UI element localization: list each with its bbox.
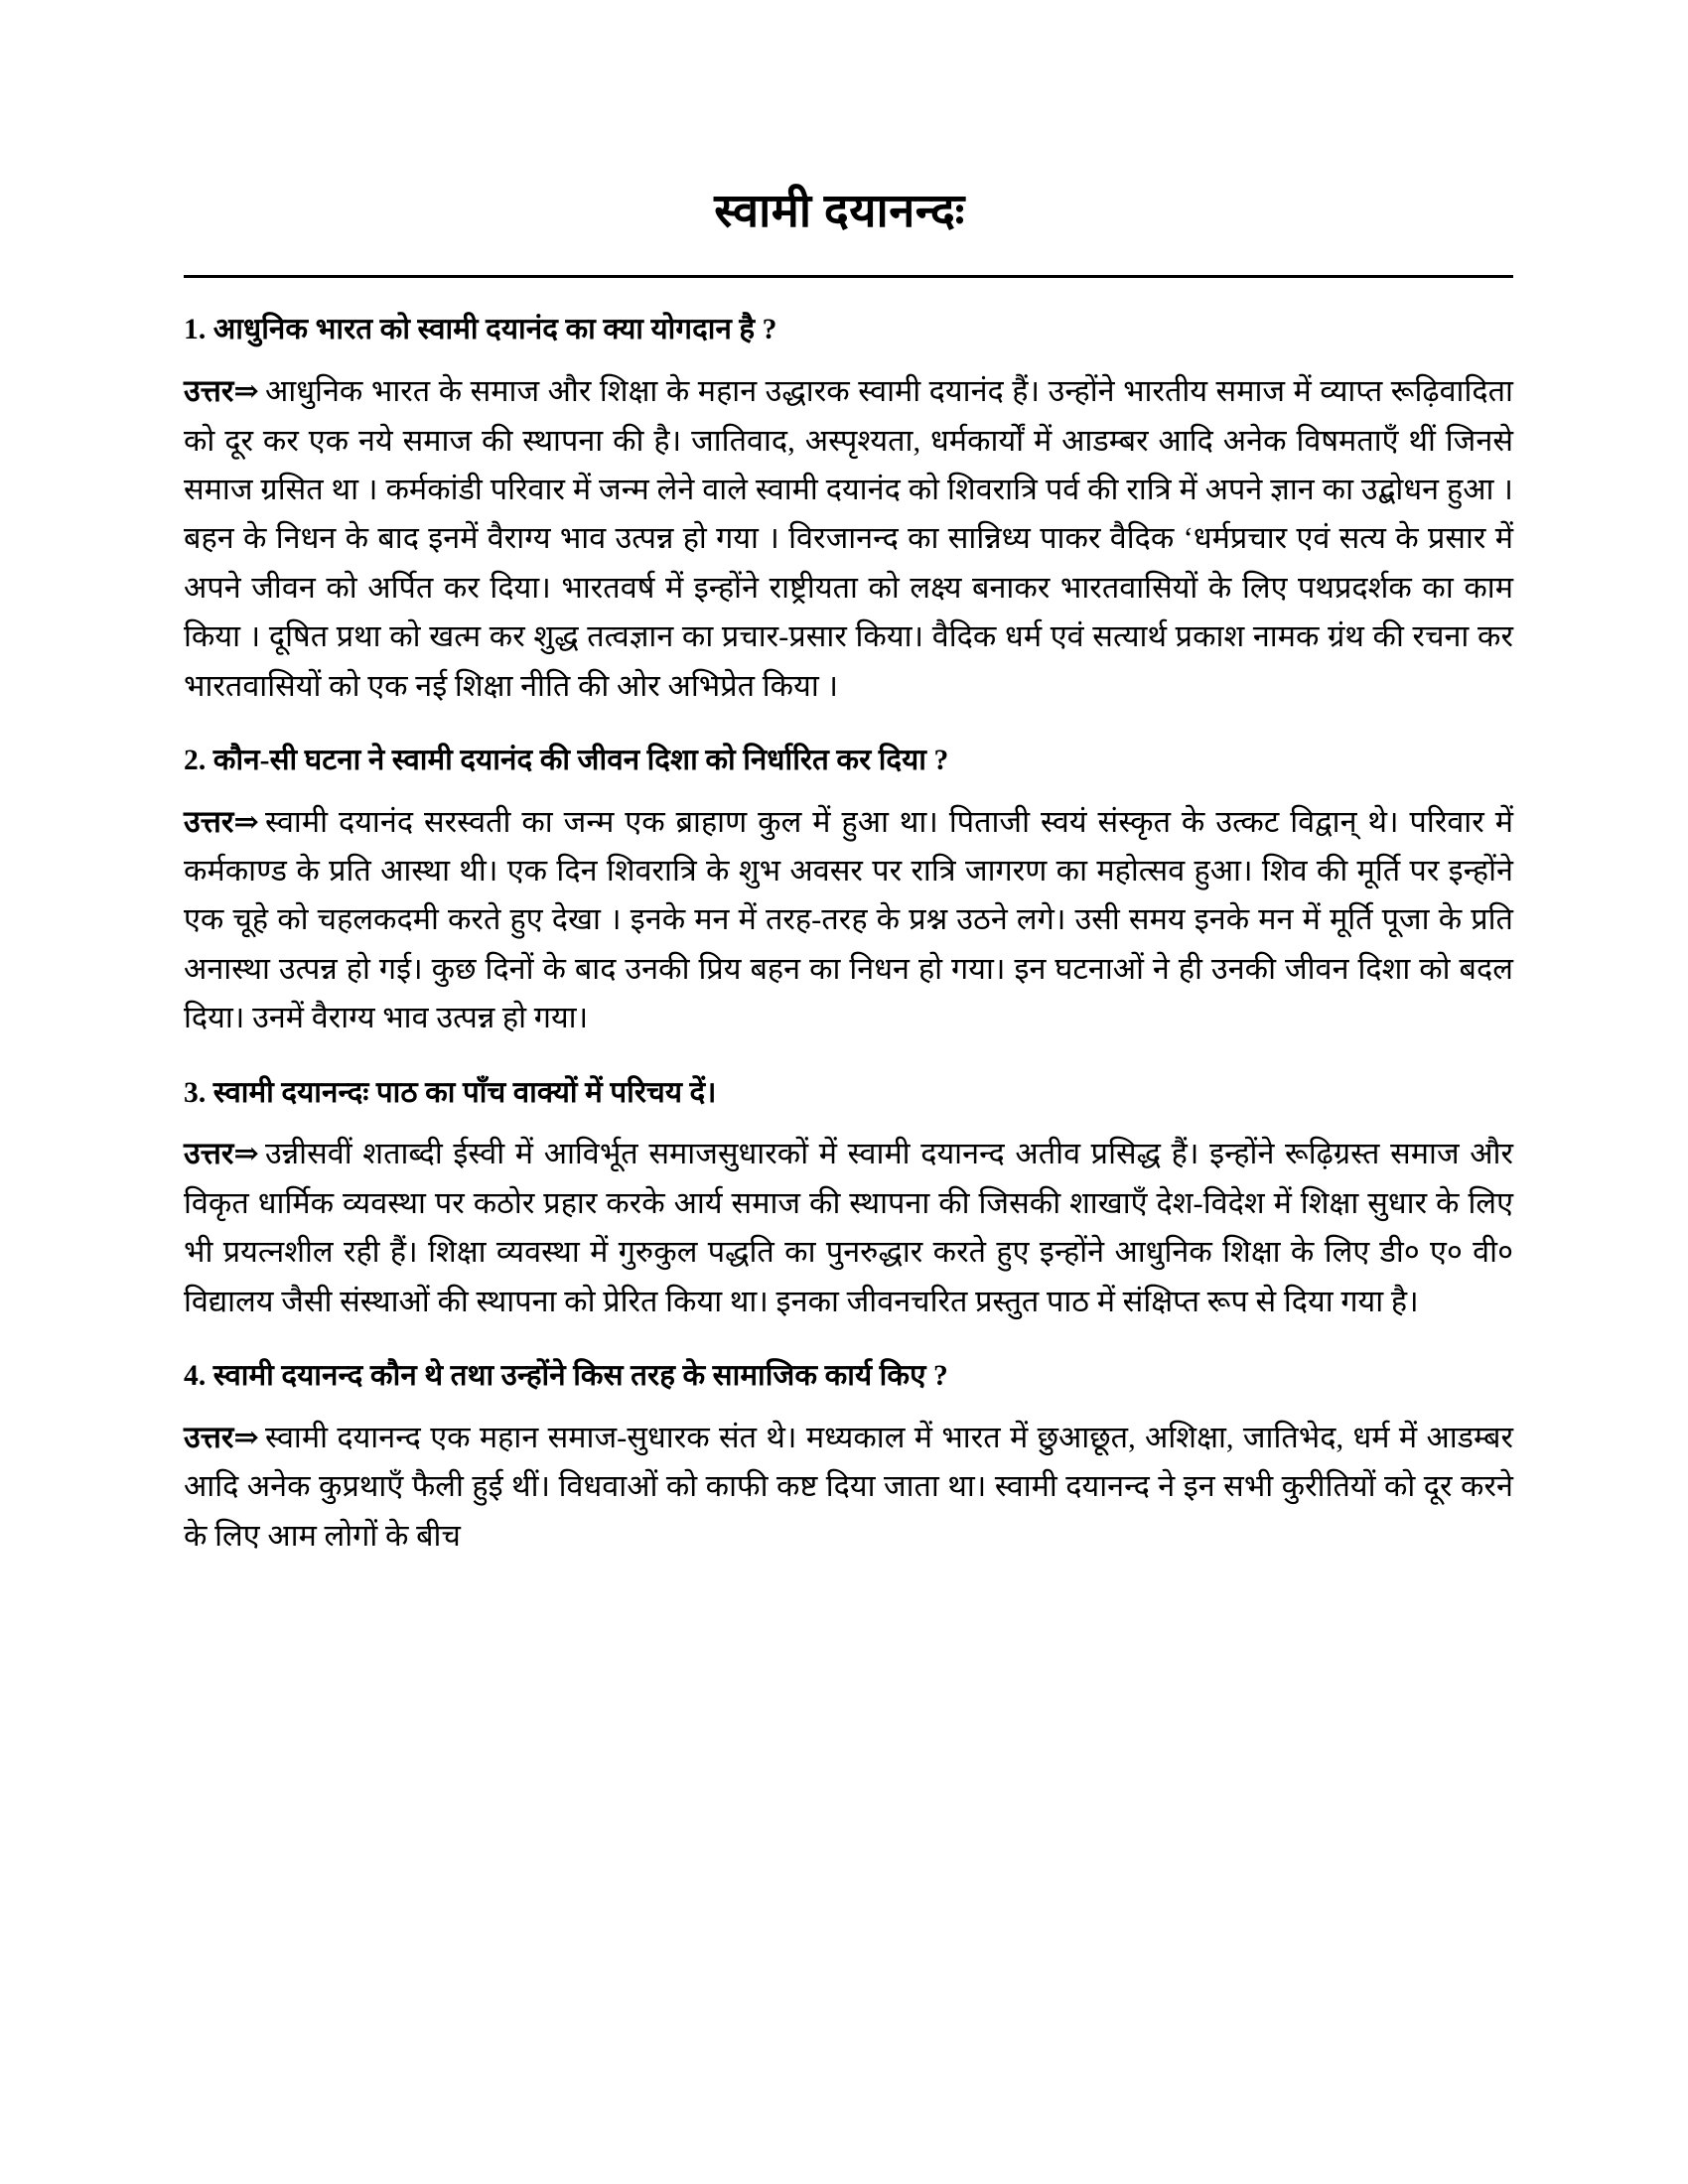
answer-arrow-icon-3: ⇒ (233, 1137, 260, 1171)
answer-text-1: आधुनिक भारत के समाज और शिक्षा के महान उद्धारक स्वामी दयानंद हैं। उन्होंने भारतीय समाज में व्याप्त रूढ़िवादिता को दूर कर एक नये समाज की स्थापना की है। जातिवाद, अस्पृश्यता, धर्मकार्यों में आडम्बर आदि अनेक विषमताएँ थीं जिनसे समाज ग्रसित था । कर्मकांडी परिवार में जन्म लेने वाले स्वामी दयानंद को शिवरात्रि पर्व की रात्रि में अपने ज्ञान का उद्बोधन हुआ । बहन के निधन के बाद इनमें वैराग्य भाव उत्पन्न हो गया । विरजानन्द का सान्निध्य पाकर वैदिक ‘धर्मप्रचार एवं सत्य के प्रसार में अपने जीवन को अर्पित कर दिया। भारतवर्ष में इन्होंने राष्ट्रीयता को लक्ष्य बनाकर भारतवासियों के लिए पथप्रदर्शक का काम किया । दूषित प्रथा को खत्म कर शुद्ध तत्वज्ञान का प्रचार-प्रसार किया। वैदिक धर्म एवं सत्यार्थ प्रकाश नामक ग्रंथ की रचना कर भारतवासियों को एक नई शिक्षा नीति की ओर अभिप्रेत किया । (184, 374, 1513, 703)
answer-text-2: स्वामी दयानंद सरस्वती का जन्म एक ब्राहाण कुल में हुआ था। पिताजी स्वयं संस्कृत के उत्कट विद्वान् थे। परिवार में कर्मकाण्ड के प्रति आस्था थी। एक दिन शिवरात्रि के शुभ अवसर पर रात्रि जागरण का महोत्सव हुआ। शिव की मूर्ति पर इन्होंने एक चूहे को चहलकदमी करते हुए देखा । इनके मन में तरह-तरह के प्रश्न उठने लगे। उसी समय इनके मन में मूर्ति पूजा के प्रति अनास्था उत्पन्न हो गई। कुछ दिनों के बाद उनकी प्रिय बहन का निधन हो गया। इन घटनाओं ने ही उनकी जीवन दिशा को बदल दिया। उनमें वैराग्य भाव उत्पन्न हो गया। (184, 804, 1513, 1035)
answer-text-4: स्वामी दयानन्द एक महान समाज-सुधारक संत थे। मध्यकाल में भारत में छुआछूत, अशिक्षा, जातिभेद, धर्म में आडम्बर आदि अनेक कुप्रथाएँ फैली हुई थीं। विधवाओं को काफी कष्ट दिया जाता था। स्वामी दयानन्द ने इन सभी कुरीतियों को दूर करने के लिए आम लोगों के बीच (184, 1420, 1513, 1553)
answer-label-1: उत्तर (184, 374, 234, 409)
question-heading-4: 4. स्वामी दयानन्द कौन थे तथा उन्होंने किस तरह के सामाजिक कार्य किए ? (184, 1360, 948, 1393)
answer-arrow-icon-4: ⇒ (233, 1420, 260, 1454)
answer-label-4: उत्तर (184, 1420, 234, 1454)
title-divider (184, 275, 1513, 278)
answer-paragraph-4 (184, 1414, 1513, 1561)
qa-block-2 (184, 739, 1513, 1043)
qa-block-3 (184, 1071, 1513, 1326)
question-heading-2: 2. कौन-सी घटना ने स्वामी दयानंद की जीवन दिशा को निर्धारित कर दिया ? (184, 744, 949, 776)
answer-arrow-icon-2: ⇒ (233, 804, 260, 839)
answer-paragraph-1 (184, 367, 1513, 711)
answer-text-3: उन्नीसवीं शताब्दी ईस्वी में आविर्भूत समाजसुधारकों में स्वामी दयानन्द अतीव प्रसिद्ध हैं। इन्होंने रूढ़िग्रस्त समाज और विकृत धार्मिक व्यवस्था पर कठोर प्रहार करके आर्य समाज की स्थापना की जिसकी शाखाएँ देश-विदेश में शिक्षा सुधार के लिए भी प्रयत्नशील रही हैं। शिक्षा व्यवस्था में गुरुकुल पद्धति का पुनरुद्धार करते हुए इन्होंने आधुनिक शिक्षा के लिए डी० ए० वी० विद्यालय जैसी संस्थाओं की स्थापना को प्रेरित किया था। इनका जीवनचरित प्रस्तुत पाठ में संक्षिप्त रूप से दिया गया है। (184, 1137, 1513, 1318)
answer-paragraph-3 (184, 1130, 1513, 1326)
answer-paragraph-2 (184, 798, 1513, 1043)
qa-block-1 (184, 308, 1513, 711)
question-heading-1: 1. आधुनिक भारत को स्वामी दयानंद का क्या योगदान है ? (184, 314, 777, 346)
question-heading-3: 3. स्वामी दयानन्दः पाठ का पाँच वाक्यों में परिचय दें। (184, 1076, 717, 1109)
qa-block-4 (184, 1354, 1513, 1561)
page-title: स्वामी दयानन्दः (714, 186, 965, 237)
answer-arrow-icon-1: ⇒ (233, 374, 260, 409)
answer-label-3: उत्तर (184, 1137, 234, 1171)
answer-label-2: उत्तर (184, 804, 234, 839)
